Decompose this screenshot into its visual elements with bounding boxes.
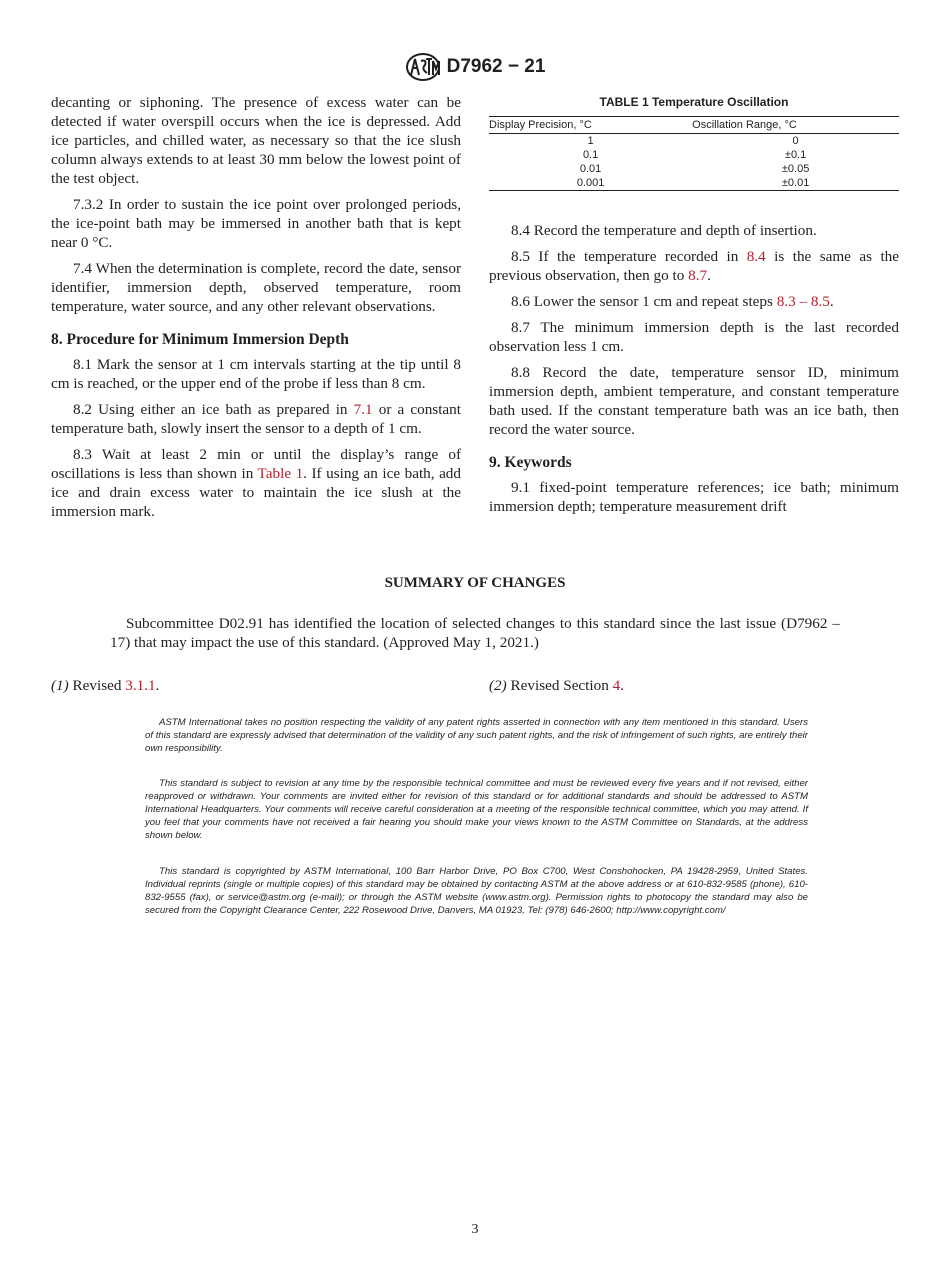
link-section-4[interactable]: 4 (612, 677, 621, 694)
notice-text: ASTM International takes no position respecting the validity of any patent rights asserted in connection with any item mentioned in this standard. Users of this standard are expressly advised that determination of the validity of any such patent rights, and the risk of infringement of such rights, are entirely their own responsibility. (145, 717, 808, 754)
paragraph-8-6 (489, 292, 899, 311)
paragraph-7-3-2: 7.3.2 In order to sustain the ice point over prolonged periods, the ice-point bath may be immersed in another bath that is kept near 0 °C. (51, 196, 461, 251)
notice-text: This standard is subject to revision at any time by the responsible technical committee and must be reviewed every five years and if not revised, either reapproved or withdrawn. Your comments are invited either for revision of this standard or for additional standards and should be addressed to ASTM International Headquarters. Your comments will receive careful consideration at a meeting of the responsible technical committee, which you may attend. If you feel that your comments have not received a fair hearing you should make your views known to the ASTM Committee on Standards, at the address shown below. (145, 778, 808, 841)
table-row (489, 162, 899, 176)
text: or a constant temperature bath, slowly insert the sensor to a depth of 1 cm. (51, 401, 461, 437)
paragraph-8-7: 8.7 The minimum immersion depth is the last recorded observation less 1 cm. (489, 319, 899, 355)
table-caption: TABLE 1 Temperature Oscillation (599, 95, 789, 109)
revision-notice (145, 777, 808, 842)
cell: 1 (587, 135, 594, 147)
table-row (489, 148, 899, 162)
text: . (155, 677, 160, 694)
column-header: Display Precision, °C (489, 117, 692, 134)
revision-number: (1) (51, 677, 69, 694)
cell: 0 (792, 135, 799, 147)
text: 8.3 Wait at least 2 min or until the display’s range of oscillations is less than shown in (51, 446, 461, 482)
table-row (489, 134, 899, 149)
summary-text: Subcommittee D02.91 has identified the location of selected changes to this standard since the last issue (D7962 – 17) that may impact the use of this standard. (Approved May 1, 2021.) (110, 615, 840, 651)
paragraph-8-1: 8.1 Mark the sensor at 1 cm intervals starting at the tip until 8 cm is reached, or the upper end of the probe if less than 8 cm. (51, 356, 461, 392)
paragraph-8-5 (489, 247, 899, 285)
cell: 0.01 (579, 163, 602, 175)
page-number: 3 (471, 1222, 479, 1237)
notice-text: This standard is copyrighted by ASTM International, 100 Barr Harbor Drive, PO Box C700, West Conshohocken, PA 19428-2959, United States. Individual reprints (single or multiple copies) of this standard may be obtained by contacting ASTM at the above address or at 610-832-9585 (phone), 610-832-9555 (fax), or service@astm.org (e-mail); or through the ASTM website (www.astm.org). Permission rights to photocopy the standard may also be secured from the Copyright Clearance Center, 222 Rosewood Drive, Danvers, MA 01923, Tel: (978) 646-2600; http://www.copyright.com/ (145, 866, 808, 916)
paragraph-8-4: 8.4 Record the temperature and depth of insertion. (511, 222, 817, 239)
text: Revised Section (506, 677, 613, 694)
text: is the same as the previous observation, then go to (489, 248, 899, 284)
paragraph-7-4: 7.4 When the determination is complete, record the date, sensor identifier, immersion depth, observed temperature, room temperature, water source, and any other relevant observations. (51, 260, 461, 315)
text: 8.6 Lower the sensor 1 cm and repeat steps (511, 293, 777, 310)
cell: 0.1 (582, 149, 599, 161)
left-column (51, 93, 461, 528)
revision-2 (489, 676, 624, 695)
paragraph-8-2 (51, 400, 461, 438)
right-column (489, 93, 899, 523)
link-8-7[interactable]: 8.7 (688, 267, 708, 284)
paragraph-9-1: 9.1 fixed-point temperature references; ice bath; minimum immersion depth; temperature measurement drift (489, 479, 899, 515)
patent-notice (145, 716, 808, 755)
cell: ±0.1 (784, 149, 807, 161)
text: . If using an ice bath, add ice and drain excess water to maintain the ice slush at the immersion mark. (51, 465, 461, 520)
text: . (829, 293, 834, 310)
designation: D7962 − 21 (446, 56, 546, 77)
link-3-1-1[interactable]: 3.1.1 (125, 677, 156, 694)
page-header (0, 52, 950, 82)
link-table-1[interactable]: Table 1 (257, 465, 304, 482)
paragraph-8-8: 8.8 Record the date, temperature sensor ID, minimum immersion depth, ambient temperature, and constant temperature bath used. If the constant temperature bath was an ice bath, then record the water source. (489, 364, 899, 438)
section-heading-8: 8. Procedure for Minimum Immersion Depth (51, 331, 349, 348)
text: 8.5 If the temperature recorded in (511, 248, 747, 265)
summary-heading: SUMMARY OF CHANGES (384, 575, 566, 591)
revision-1 (51, 676, 159, 695)
column-header: Oscillation Range, °C (692, 117, 899, 134)
cell: ±0.05 (781, 163, 810, 175)
temperature-oscillation-table (489, 116, 899, 191)
link-8-3-8-5[interactable]: 8.3 – 8.5 (776, 293, 830, 310)
link-7-1[interactable]: 7.1 (353, 401, 373, 418)
revision-number: (2) (489, 677, 507, 694)
astm-logo-icon (405, 53, 441, 81)
link-8-4[interactable]: 8.4 (746, 248, 766, 265)
text: . (707, 267, 711, 284)
cell: 0.001 (576, 177, 605, 189)
text: Revised (68, 677, 126, 694)
text: 8.2 Using either an ice bath as prepared in (73, 401, 354, 418)
copyright-notice (145, 865, 808, 917)
text: . (620, 677, 624, 694)
paragraph-8-3 (51, 445, 461, 521)
section-heading-9: 9. Keywords (489, 454, 572, 471)
paragraph: decanting or siphoning. The presence of excess water can be detected if water overspill occurs when the ice is depressed. Add ice particles, and chilled water, as necessary so that the ice slush column always extends to at least 30 mm below the lowest point of the test object. (51, 94, 461, 187)
cell: ±0.01 (781, 177, 810, 189)
table-row (489, 176, 899, 191)
